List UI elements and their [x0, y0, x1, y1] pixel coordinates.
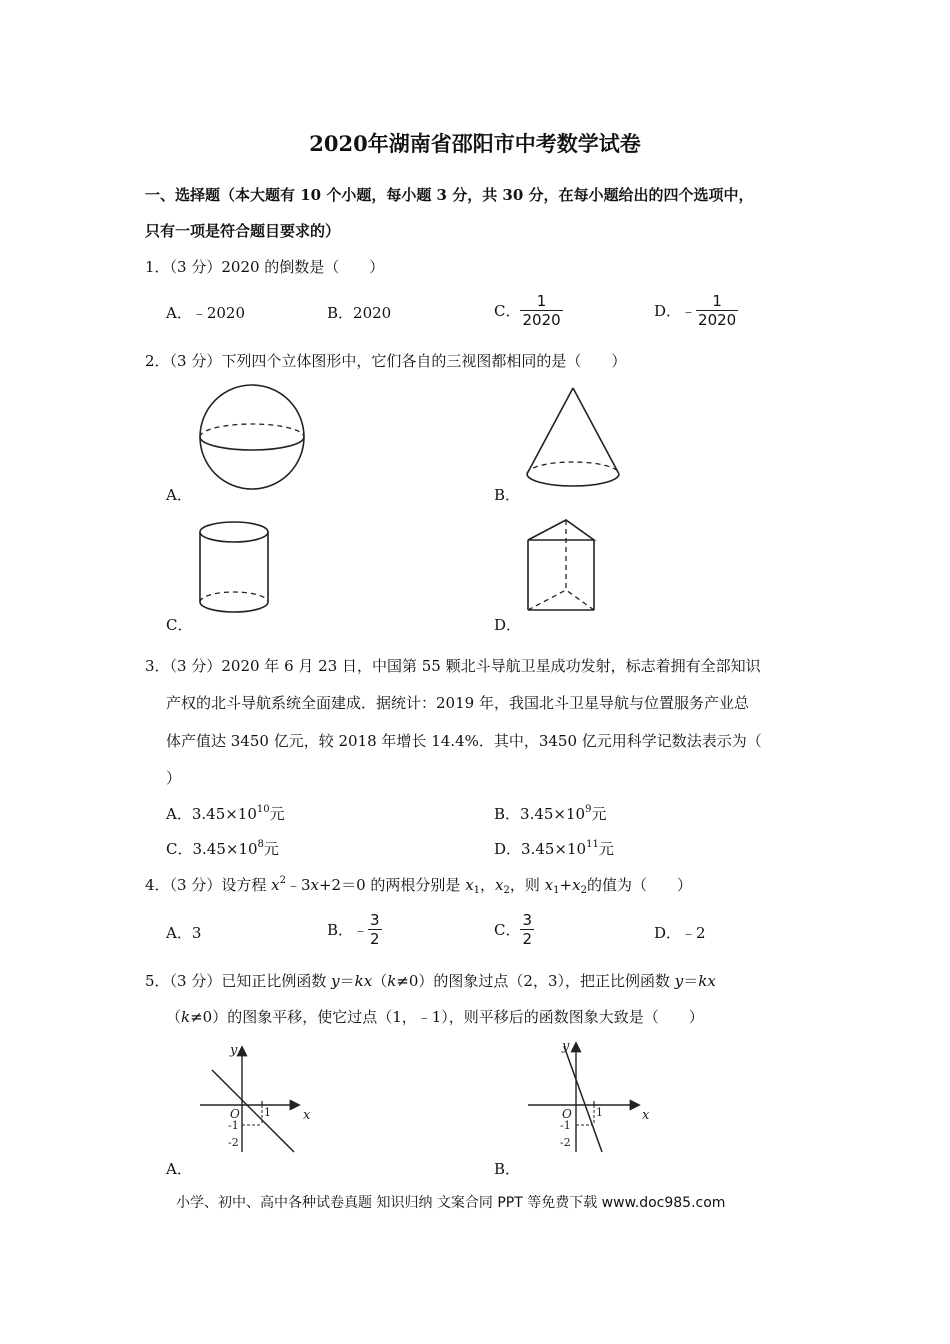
graph-y-label: y	[562, 1039, 570, 1054]
unit: 元	[598, 840, 614, 858]
q1-option-b: B．2020	[327, 304, 392, 322]
question-3-line3: 体产值达 3450 亿元，较 2018 年增长 14.4%．其中，3450 亿元用科学记数法表示为（	[166, 732, 762, 750]
subscript: 1	[473, 885, 481, 896]
graph-tick-1: 1	[264, 1106, 271, 1119]
graph-origin-label: O	[562, 1107, 572, 1121]
question-4-stem	[145, 874, 692, 895]
option-text: A．3.45×10	[166, 805, 257, 823]
stem-text: ≠0）的图象过点（2，3），把正比例函数	[396, 972, 675, 990]
q1-option-d-fraction	[696, 292, 738, 329]
var-x: x	[495, 876, 504, 894]
q1-option-a: A．﹣2020	[166, 304, 246, 322]
q1-option-d	[654, 292, 738, 329]
fraction-denominator: 2020	[522, 311, 561, 329]
graph-a	[196, 1038, 316, 1160]
option-label: C．	[494, 921, 521, 939]
triangular-prism-figure	[526, 518, 598, 614]
subscript: 1	[553, 885, 560, 896]
fraction-numerator: 3	[522, 911, 533, 929]
q1-option-c-fraction	[520, 292, 562, 329]
var-x: x	[544, 876, 554, 894]
fraction-denominator: 2	[370, 930, 380, 948]
option-text: D．3.45×10	[494, 840, 587, 858]
question-2-stem: 2．（3 分）下列四个立体图形中，它们各自的三视图都相同的是（ ）	[145, 352, 627, 370]
graph-x-label: x	[642, 1108, 650, 1123]
q3-option-a	[166, 803, 285, 824]
sphere-figure	[196, 384, 311, 494]
stem-text: ＝	[683, 972, 699, 990]
option-text: C．3.45×10	[166, 840, 258, 858]
fraction-numerator: 1	[520, 292, 562, 311]
q1-option-d-label: D．	[654, 302, 682, 320]
q2-option-b: B．	[494, 486, 521, 504]
question-5-line2	[166, 1006, 704, 1027]
stem-text: ＝	[339, 972, 355, 990]
graph-tick-neg2: -2	[228, 1136, 239, 1149]
var-x: x	[465, 876, 474, 894]
q3-option-d	[494, 838, 614, 859]
q1-option-c-label: C．	[494, 302, 521, 320]
var-x: x	[271, 876, 280, 894]
cone-figure	[524, 386, 622, 492]
graph-tick-neg1: -1	[228, 1119, 239, 1132]
stem-text: 5．（3 分）已知正比例函数	[145, 972, 332, 990]
question-3-line4: ）	[166, 769, 182, 787]
stem-text: +2＝0 的两根分别是	[318, 876, 466, 894]
q3-option-b	[494, 803, 606, 824]
var-y: y	[331, 972, 340, 990]
q4-option-c	[494, 911, 534, 948]
stem-text: ，	[480, 876, 496, 894]
var-kx: kx	[698, 972, 716, 990]
var-x: x	[310, 876, 319, 894]
q5-option-b: B．	[494, 1160, 521, 1178]
var-k: k	[181, 1008, 191, 1026]
subscript: 2	[580, 885, 587, 896]
question-3-line1: 3．（3 分）2020 年 6 月 23 日，中国第 55 颗北斗导航卫星成功发射，标志着拥有全部知识	[145, 657, 761, 675]
exponent: 10	[256, 804, 270, 815]
graph-tick-1: 1	[596, 1106, 603, 1119]
q4-option-b-fraction	[368, 911, 382, 948]
q1-option-c	[494, 292, 563, 329]
graph-x-label: x	[303, 1108, 311, 1123]
exponent: 2	[279, 875, 286, 886]
option-label: B．	[327, 921, 354, 939]
q4-option-c-fraction	[520, 911, 534, 948]
stem-text: （	[372, 972, 388, 990]
stem-text: ，则	[509, 876, 545, 894]
q4-option-d: D．﹣2	[654, 924, 706, 942]
plus-sign: +	[559, 876, 573, 894]
section-heading: 一、选择题（本大题有 10 个小题，每小题 3 分，共 30 分，在每小题给出的四个选项中，	[145, 186, 754, 204]
question-1-stem: 1．（3 分）2020 的倒数是（ ）	[145, 258, 385, 276]
q2-option-a: A．	[166, 486, 192, 504]
unit: 元	[263, 840, 279, 858]
graph-tick-neg2: -2	[560, 1136, 571, 1149]
option-text: B．3.45×10	[494, 805, 586, 823]
exponent: 11	[586, 839, 599, 850]
var-x: x	[572, 876, 581, 894]
unit: 元	[269, 805, 285, 823]
page-title: 2020年湖南省邵阳市中考数学试卷	[309, 131, 641, 156]
q2-option-d: D．	[494, 616, 522, 634]
subscript: 2	[503, 885, 510, 896]
var-kx: kx	[354, 972, 373, 990]
minus-sign: ﹣	[681, 302, 697, 320]
fraction-denominator: 2020	[698, 311, 737, 329]
q5-option-a: A．	[166, 1160, 192, 1178]
stem-text: 的值为（ ）	[586, 876, 692, 894]
cylinder-figure	[198, 520, 270, 616]
q4-option-b	[327, 911, 382, 948]
stem-text: 4．（3 分）设方程	[145, 876, 272, 894]
stem-text: ≠0）的图象平移，使它过点（1，﹣1），则平移后的函数图象大致是（ ）	[190, 1008, 704, 1026]
q2-option-c: C．	[166, 616, 193, 634]
stem-text: ﹣3	[285, 876, 311, 894]
fraction-denominator: 2	[522, 930, 533, 948]
q3-option-c	[166, 838, 279, 859]
fraction-numerator: 3	[370, 911, 380, 929]
stem-text: （	[166, 1008, 182, 1026]
graph-b	[524, 1038, 648, 1160]
fraction-numerator: 1	[696, 292, 738, 311]
page-footer: 小学、初中、高中各种试卷真题 知识归纳 文案合同 PPT 等免费下载 www.doc985.com	[176, 1195, 726, 1211]
exponent: 9	[585, 804, 592, 815]
graph-tick-neg1: -1	[560, 1119, 571, 1132]
unit: 元	[591, 805, 607, 823]
var-y: y	[674, 972, 684, 990]
graph-y-label: y	[230, 1043, 238, 1058]
var-k: k	[387, 972, 397, 990]
question-3-line2: 产权的北斗导航系统全面建成．据统计：2019 年，我国北斗卫星导航与位置服务产业总	[166, 694, 749, 712]
question-5-line1	[145, 970, 716, 991]
exponent: 8	[257, 839, 264, 850]
graph-origin-label: O	[230, 1107, 240, 1121]
q4-option-a: A．3	[166, 924, 202, 942]
section-heading-cont: 只有一项是符合题目要求的）	[145, 222, 341, 240]
minus-sign: ﹣	[353, 921, 369, 939]
